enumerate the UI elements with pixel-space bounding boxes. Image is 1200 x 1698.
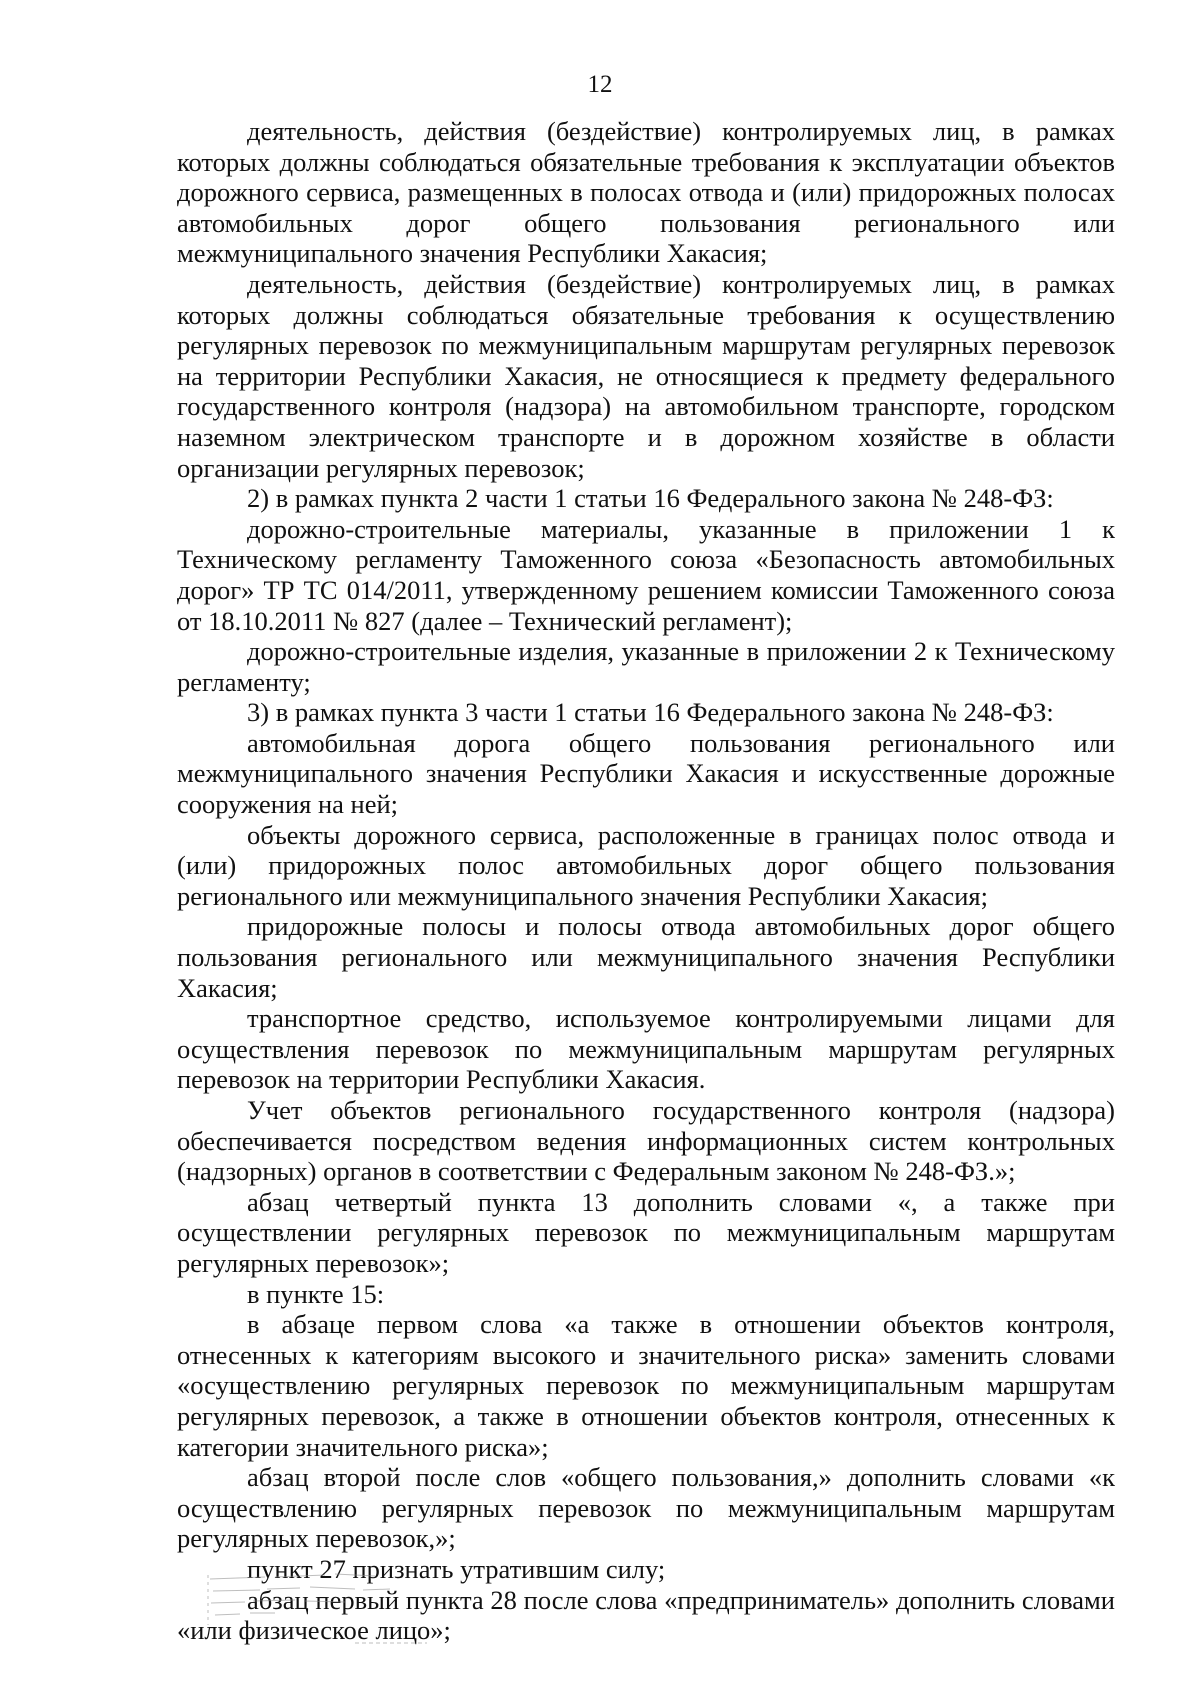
faint-stamp-mark <box>205 1565 435 1655</box>
paragraph: объекты дорожного сервиса, расположенные в границах полос отвода и (или) придорожных полос автомобильных дорог общего пользования регионального или межмуниципального значения Республики Хакасия; <box>177 819 1115 911</box>
paragraph: деятельность, действия (бездействие) контролируемых лиц, в рамках которых должны соблюдаться обязательные требования к эксплуатации объектов дорожного сервиса, размещенных в полосах отвода и (или) придорожных полосах автомобильных дорог общего пользования регионального или межмуниципального значения Республики Хакасия; <box>177 116 1115 269</box>
paragraph: транспортное средство, используемое контролируемыми лицами для осуществления перевозок по межмуниципальным маршрутам регулярных перевозок на территории Республики Хакасия. <box>177 1003 1115 1095</box>
page-number: 12 <box>587 71 613 98</box>
paragraph: Учет объектов регионального государственного контроля (надзора) обеспечивается посредством ведения информационных систем контрольных (надзорных) органов в соответствии с Федеральным законом № 248-ФЗ.»; <box>177 1095 1115 1187</box>
paragraph: дорожно-строительные изделия, указанные в приложении 2 к Техническому регламенту; <box>177 636 1115 697</box>
paragraph: в пункте 15: <box>247 1278 385 1309</box>
paragraph: дорожно-строительные материалы, указанные в приложении 1 к Техническому регламенту Таможенного союза «Безопасность автомобильных дорог» ТР ТС 014/2011, утвержденному решением комиссии Таможенного союза от 18.10.2011 № 827 (далее – Технический регламент); <box>177 513 1115 636</box>
paragraph: придорожные полосы и полосы отвода автомобильных дорог общего пользования регионального или межмуниципального значения Республики Хакасия; <box>177 911 1115 1003</box>
document-body <box>177 116 1115 1646</box>
paragraph: деятельность, действия (бездействие) контролируемых лиц, в рамках которых должны соблюдаться обязательные требования к осуществлению регулярных перевозок по межмуниципальным маршрутам регулярных перевозок на территории Республики Хакасия, не относящиеся к предмету федерального государственного контроля (надзора) на автомобильном транспорте, городском наземном электрическом транспорте и в дорожном хозяйстве в области организации регулярных перевозок; <box>177 268 1115 483</box>
paragraph: в абзаце первом слова «а также в отношении объектов контроля, отнесенных к категориям высокого и значительного риска» заменить словами «осуществлению регулярных перевозок по межмуниципальным маршрутам регулярных перевозок, а также в отношении объектов контроля, отнесенных к категории значительного риска»; <box>177 1309 1115 1462</box>
paragraph: пункт 27 признать утратившим силу; <box>247 1553 666 1584</box>
paragraph: абзац четвертый пункта 13 дополнить словами «, а также при осуществлении регулярных перевозок по межмуниципальным маршрутам регулярных перевозок»; <box>177 1186 1115 1278</box>
paragraph: абзац первый пункта 28 после слова «предприниматель» дополнить словами «или физическое лицо»; <box>177 1584 1115 1646</box>
paragraph: 3) в рамках пункта 3 части 1 статьи 16 Федерального закона № 248-ФЗ: <box>247 697 1054 728</box>
paragraph: автомобильная дорога общего пользования регионального или межмуниципального значения Республики Хакасия и искусственные дорожные сооружения на ней; <box>177 727 1115 820</box>
paragraph: 2) в рамках пункта 2 части 1 статьи 16 Федерального закона № 248-ФЗ: <box>247 483 1054 514</box>
paragraph: абзац второй после слов «общего пользования,» дополнить словами «к осуществлению регулярных перевозок по межмуниципальным маршрутам регулярных перевозок,»; <box>177 1462 1115 1554</box>
